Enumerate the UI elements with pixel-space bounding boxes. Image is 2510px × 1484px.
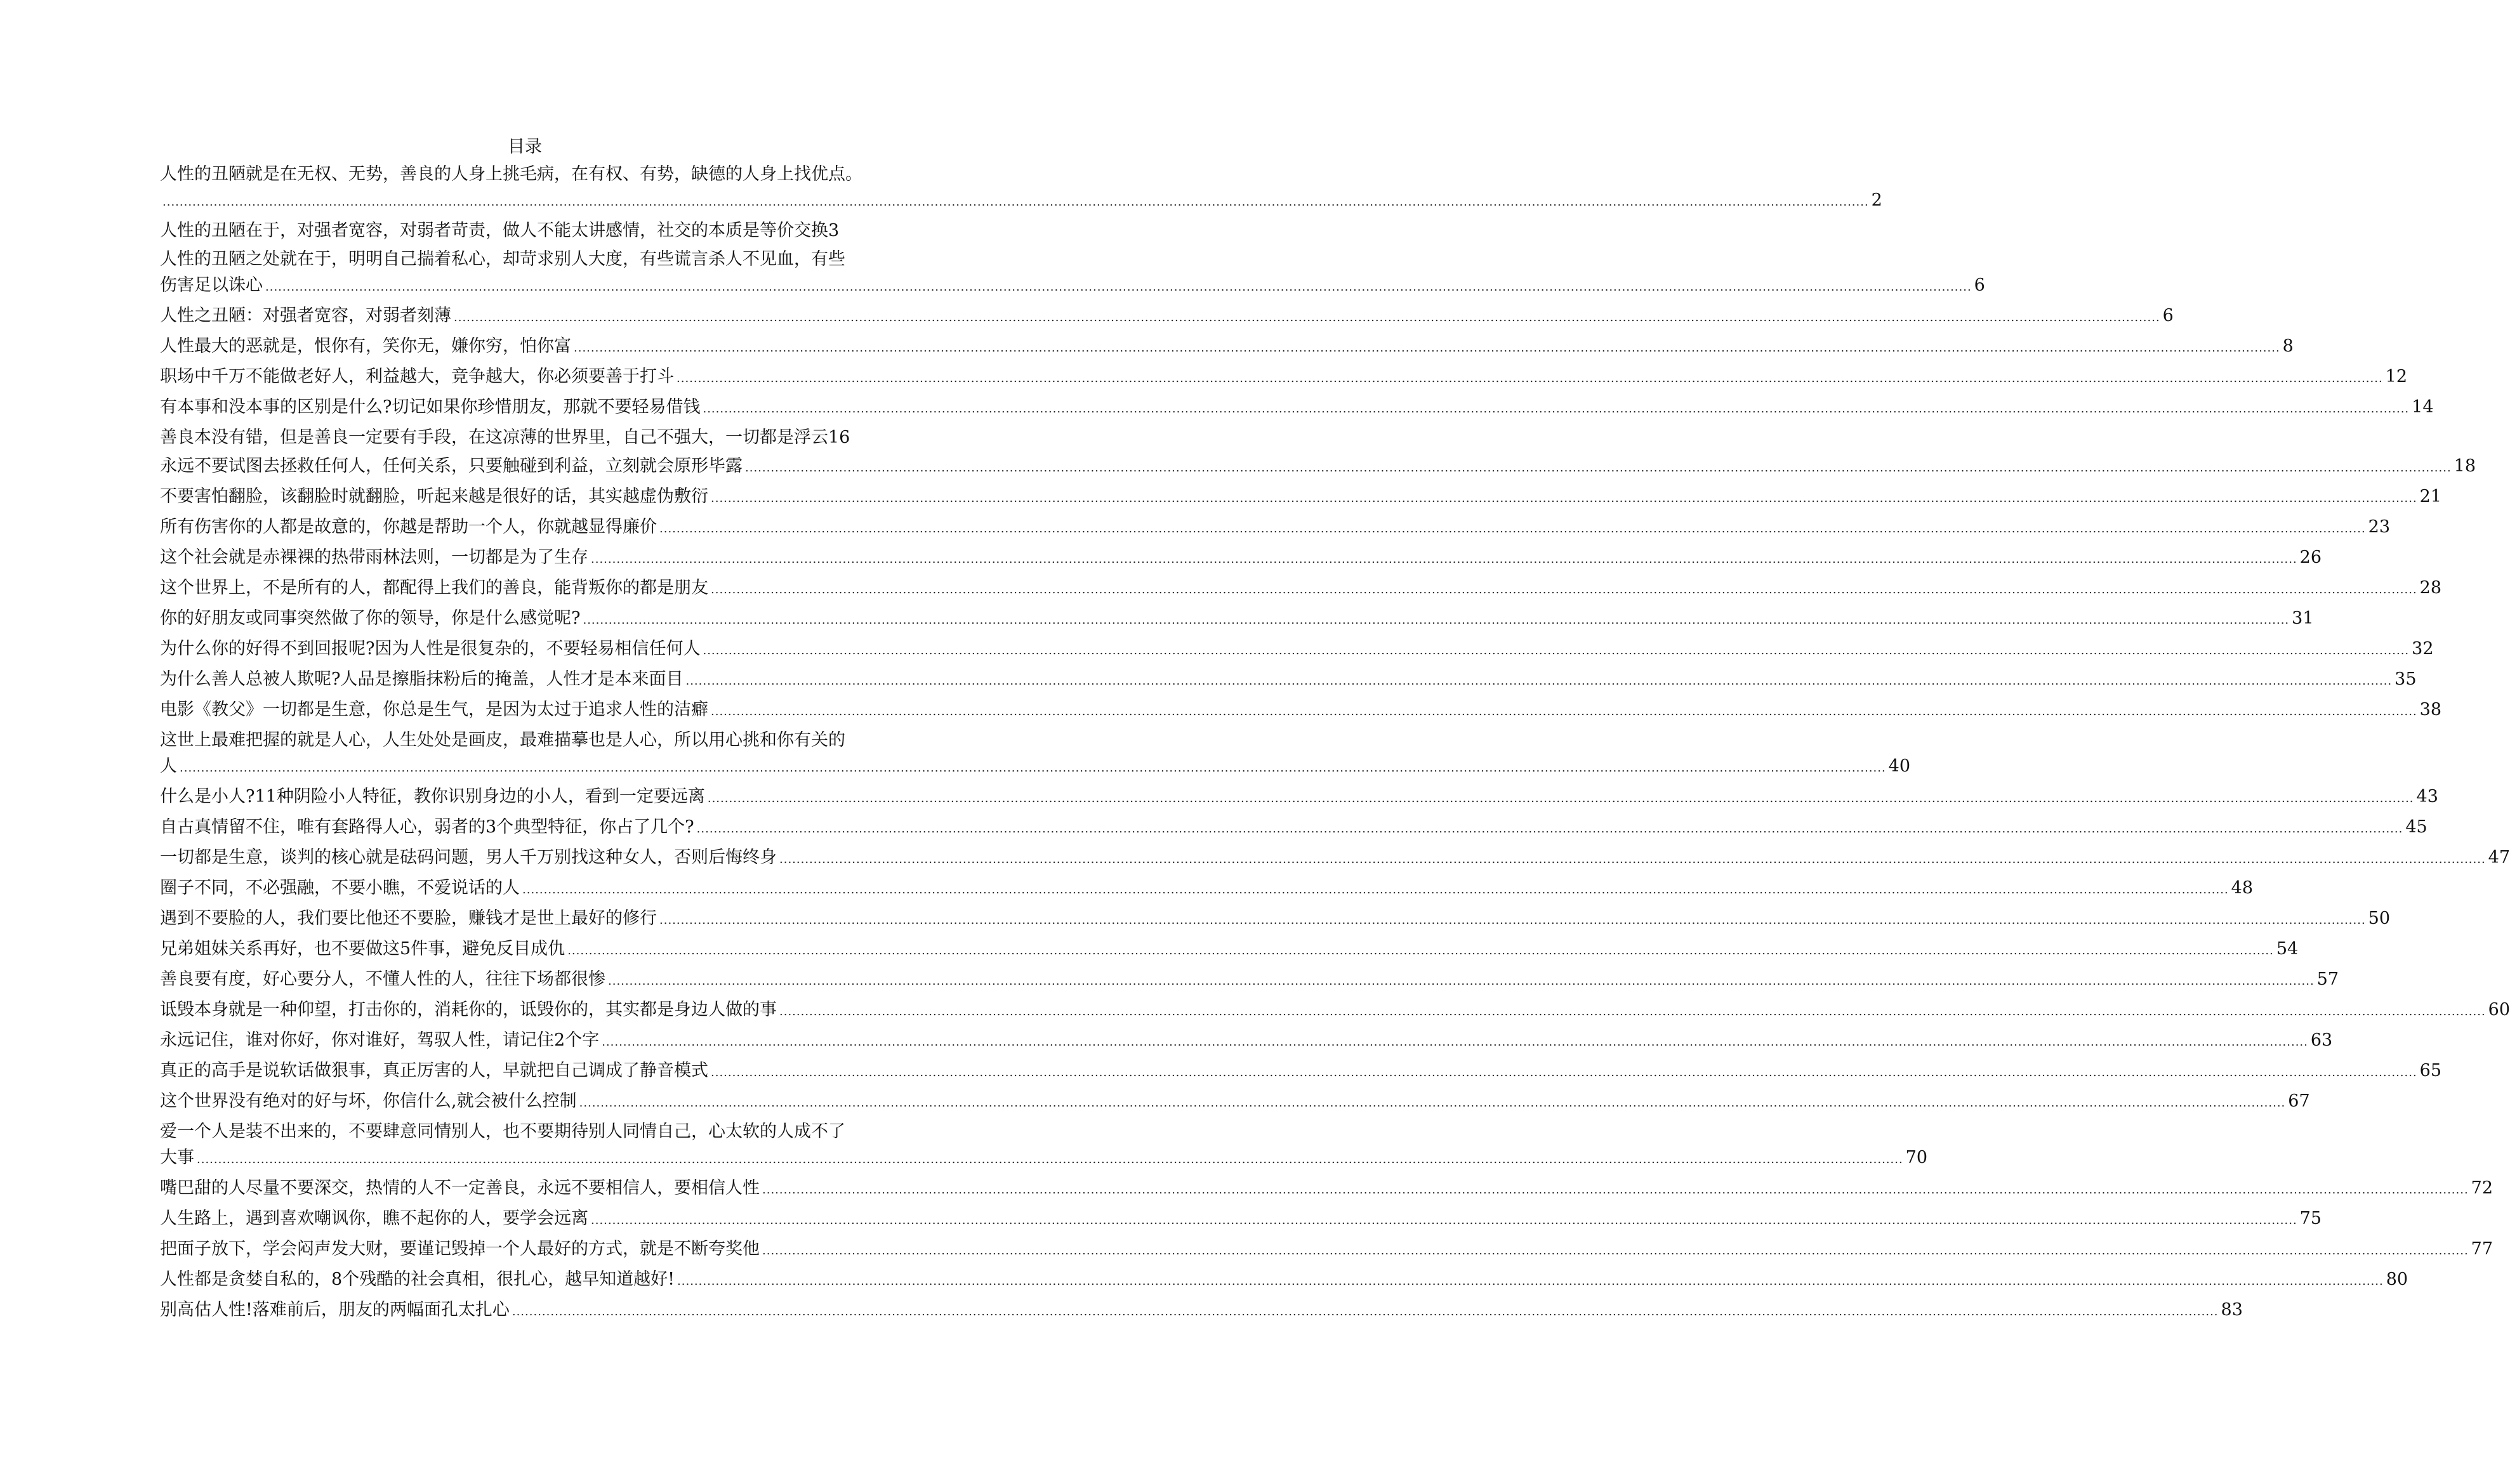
dot-leader: ................................................................................................................................................................................................................................................................................................................................................................................................................ — [591, 1214, 2297, 1227]
toc-entry-title: 所有伤害你的人都是故意的，你越是帮助一个人，你就越显得廉价 — [160, 517, 657, 537]
dot-leader: ................................................................................................................................................................................................................................................................................................................................................................................................................ — [711, 705, 2417, 718]
toc-entry-title: 诋毁本身就是一种仰望，打击你的，消耗你的，诋毁你的，其实都是身边人做的事 — [160, 1000, 777, 1020]
toc-page-number: 38 — [2419, 700, 2442, 719]
toc-page-number: 21 — [2419, 487, 2442, 506]
toc-entry-title: 人性的丑陋就是在无权、无势，善良的人身上挑毛病，在有权、有势，缺德的人身上找优点。 — [160, 164, 862, 184]
dot-leader: ................................................................................................................................................................................................................................................................................................................................................................................................................ — [579, 1096, 2286, 1110]
toc-entry[interactable] — [160, 394, 2434, 422]
toc-entry-title: 遇到不要脸的人，我们要比他还不要脸，赚钱才是世上最好的修行 — [160, 909, 657, 928]
toc-page-number: 6 — [2162, 306, 2174, 325]
toc-entry-title: 兄弟姐妹关系再好，也不要做这5件事，避免反目成仇 — [160, 939, 565, 959]
dot-leader: ................................................................................................................................................................................................................................................................................................................................................................................................................ — [762, 1244, 2469, 1257]
toc-page-number: 45 — [2405, 817, 2427, 837]
toc-entry[interactable] — [160, 218, 890, 244]
dot-leader: ................................................................................................................................................................................................................................................................................................................................................................................................................ — [567, 944, 2274, 957]
toc-entry-title: 为什么你的好得不到回报呢?因为人性是很复杂的，不要轻易相信任何人 — [160, 639, 701, 659]
toc-page-number: 14 — [2412, 397, 2434, 417]
dot-leader: ................................................................................................................................................................................................................................................................................................................................................................................................................ — [265, 280, 1972, 294]
toc-entry[interactable] — [160, 966, 2339, 994]
toc-entry-title: 电影《教父》一切都是生意，你总是生气，是因为太过于追求人性的洁癖 — [160, 700, 708, 719]
toc-entry-title: 这世上最难把握的就是人心，人生处处是画皮，最难描摹也是人心，所以用心挑和你有关的 — [160, 730, 845, 750]
toc-page-number: 18 — [2454, 456, 2476, 476]
toc-entry[interactable] — [160, 727, 1911, 781]
toc-entry[interactable] — [160, 814, 2427, 842]
toc-entry[interactable] — [160, 905, 2391, 933]
toc-entry[interactable] — [160, 1297, 2243, 1325]
dot-leader: ................................................................................................................................................................................................................................................................................................................................................................................................................ — [711, 583, 2417, 596]
toc-entry[interactable] — [160, 1175, 2493, 1203]
toc-entry-title: 人性之丑陋：对强者宽容，对弱者刻薄 — [160, 306, 451, 325]
toc-page-number: 80 — [2386, 1270, 2408, 1289]
dot-leader: ................................................................................................................................................................................................................................................................................................................................................................................................................ — [762, 1183, 2469, 1197]
dot-leader: ................................................................................................................................................................................................................................................................................................................................................................................................................ — [512, 1305, 2219, 1318]
toc-page-number: 54 — [2276, 939, 2299, 959]
toc-entry[interactable] — [160, 1058, 2442, 1086]
toc-entry-title: 人 — [160, 756, 177, 776]
toc-entry-title: 一切都是生意，谈判的核心就是砝码问题，男人千万别找这种女人，否则后悔终身 — [160, 848, 777, 867]
dot-leader: ................................................................................................................................................................................................................................................................................................................................................................................................................ — [711, 1066, 2417, 1079]
toc-page-number: 16 — [828, 428, 850, 447]
toc-entry[interactable] — [160, 636, 2434, 664]
toc-entry[interactable] — [160, 333, 2294, 361]
toc-entry[interactable] — [160, 605, 2314, 633]
toc-page-number: 70 — [1905, 1148, 1928, 1167]
toc-entry[interactable] — [160, 424, 890, 450]
dot-leader: ................................................................................................................................................................................................................................................................................................................................................................................................................ — [745, 461, 2452, 475]
toc-entry-title: 自古真情留不住，唯有套路得人心，弱者的3个典型特征，你占了几个? — [160, 817, 694, 837]
dot-leader: ................................................................................................................................................................................................................................................................................................................................................................................................................ — [685, 674, 2393, 688]
toc-entry-title: 人性的丑陋在于，对强者宽容，对弱者苛责，做人不能太讲感情，社交的本质是等价交换 — [160, 221, 828, 240]
toc-page-number: 12 — [2385, 367, 2408, 386]
toc-entry-title: 人性都是贪婪自私的，8个残酷的社会真相，很扎心，越早知道越好! — [160, 1270, 675, 1289]
toc-page-number: 50 — [2368, 909, 2391, 928]
toc-entry-title: 人生路上，遇到喜欢嘲讽你，瞧不起你的人，要学会远离 — [160, 1209, 588, 1228]
toc-page-number: 60 — [2488, 1000, 2510, 1020]
toc-entry[interactable] — [160, 844, 2510, 872]
dot-leader: ................................................................................................................................................................................................................................................................................................................................................................................................................ — [602, 1035, 2308, 1049]
dot-leader: ................................................................................................................................................................................................................................................................................................................................................................................................................ — [180, 761, 1886, 775]
toc-entry-title: 善良本没有错，但是善良一定要有手段，在这凉薄的世界里，自己不强大，一切都是浮云 — [160, 428, 828, 447]
toc-entry-title: 爱一个人是装不出来的，不要肆意同情别人，也不要期待别人同情自己，心太软的人成不了 — [160, 1122, 845, 1141]
toc-page-number: 32 — [2412, 639, 2434, 659]
dot-leader: ................................................................................................................................................................................................................................................................................................................................................................................................................ — [703, 402, 2410, 416]
toc-entry[interactable] — [160, 997, 2510, 1025]
dot-leader: ................................................................................................................................................................................................................................................................................................................................................................................................................ — [711, 492, 2417, 505]
toc-page-number: 57 — [2316, 969, 2339, 989]
toc-entry-title: 别高估人性!落难前后，朋友的两幅面孔太扎心 — [160, 1300, 510, 1320]
toc-page-number: 65 — [2419, 1061, 2442, 1080]
toc-page-number: 31 — [2292, 608, 2314, 628]
dot-leader: ................................................................................................................................................................................................................................................................................................................................................................................................................ — [703, 644, 2410, 657]
toc-page — [160, 135, 2510, 1327]
dot-leader: ................................................................................................................................................................................................................................................................................................................................................................................................................ — [197, 1153, 1903, 1166]
toc-entry[interactable] — [160, 1205, 2322, 1233]
toc-page-number: 40 — [1888, 756, 1911, 776]
toc-page-number: 47 — [2488, 848, 2510, 867]
toc-page-number: 75 — [2299, 1209, 2322, 1228]
toc-entry-title: 职场中千万不能做老好人，利益越大，竞争越大，你必须要善于打斗 — [160, 367, 674, 386]
toc-entry-title: 圈子不同，不必强融，不要小瞧，不爱说话的人 — [160, 878, 520, 898]
dot-leader: ................................................................................................................................................................................................................................................................................................................................................................................................................ — [608, 975, 2315, 988]
toc-entry[interactable] — [160, 784, 2438, 811]
toc-entry-title: 人性最大的恶就是，恨你有，笑你无，嫌你穷，怕你富 — [160, 336, 571, 356]
toc-entry-title: 这个世界上，不是所有的人，都配得上我们的善良，能背叛你的都是朋友 — [160, 578, 708, 598]
toc-page-number: 43 — [2416, 787, 2438, 806]
toc-entry-title: 这个世界没有绝对的好与坏，你信什么,就会被什么控制 — [160, 1091, 577, 1111]
toc-page-number: 23 — [2368, 517, 2391, 537]
toc-entry-title: 为什么善人总被人欺呢?人品是擦脂抹粉后的掩盖，人性才是本来面目 — [160, 669, 684, 689]
toc-page-number: 3 — [828, 221, 840, 240]
dot-leader: ................................................................................................................................................................................................................................................................................................................................................................................................................ — [659, 914, 2366, 927]
toc-page-number: 48 — [2231, 878, 2254, 898]
dot-leader: ................................................................................................................................................................................................................................................................................................................................................................................................................ — [583, 614, 2290, 627]
toc-entry-title: 什么是小人?11种阴险小人特征，教你识别身边的小人，看到一定要远离 — [160, 787, 705, 806]
toc-page-number: 63 — [2310, 1030, 2333, 1050]
toc-entry[interactable] — [160, 303, 2174, 331]
toc-page-number: 72 — [2471, 1178, 2493, 1198]
dot-leader: ................................................................................................................................................................................................................................................................................................................................................................................................................ — [696, 822, 2403, 836]
toc-entry[interactable] — [160, 453, 2476, 481]
dot-leader: ................................................................................................................................................................................................................................................................................................................................................................................................................ — [454, 311, 2160, 324]
dot-leader: ................................................................................................................................................................................................................................................................................................................................................................................................................ — [574, 341, 2280, 355]
toc-entry[interactable] — [160, 246, 1985, 300]
toc-entry[interactable] — [160, 161, 1882, 215]
dot-leader: ................................................................................................................................................................................................................................................................................................................................................................................................................ — [522, 883, 2229, 896]
toc-entry-title: 大事 — [160, 1148, 194, 1167]
toc-entry[interactable] — [160, 1266, 2408, 1294]
toc-entry-title: 人性的丑陋之处就在于，明明自己揣着私心，却苛求别人大度，有些谎言杀人不见血，有些 — [160, 249, 845, 269]
toc-entry[interactable] — [160, 697, 2442, 725]
toc-entry-title: 真正的高手是说软话做狠事，真正厉害的人，早就把自己调成了静音模式 — [160, 1061, 708, 1080]
toc-page-number: 83 — [2221, 1300, 2243, 1320]
dot-leader: ................................................................................................................................................................................................................................................................................................................................................................................................................ — [779, 853, 2486, 866]
toc-entry[interactable] — [160, 936, 2299, 964]
toc-entry[interactable] — [160, 364, 2408, 391]
toc-entry-title: 不要害怕翻脸，该翻脸时就翻脸，听起来越是很好的话，其实越虚伪敷衍 — [160, 487, 708, 506]
toc-entry-title: 善良要有度，好心要分人，不懂人性的人，往往下场都很惨 — [160, 969, 605, 989]
dot-leader: ................................................................................................................................................................................................................................................................................................................................................................................................................ — [162, 195, 1869, 209]
toc-page-number: 26 — [2299, 548, 2322, 567]
toc-list — [160, 161, 2510, 1325]
toc-entry[interactable] — [160, 544, 2322, 572]
toc-entry[interactable] — [160, 875, 2254, 903]
toc-entry-title: 你的好朋友或同事突然做了你的领导，你是什么感觉呢? — [160, 608, 581, 628]
toc-entry[interactable] — [160, 1027, 2333, 1055]
dot-leader: ................................................................................................................................................................................................................................................................................................................................................................................................................ — [677, 1275, 2384, 1288]
toc-entry-title: 这个社会就是赤裸裸的热带雨林法则，一切都是为了生存 — [160, 548, 588, 567]
dot-leader: ................................................................................................................................................................................................................................................................................................................................................................................................................ — [659, 522, 2366, 535]
toc-entry[interactable] — [160, 1236, 2493, 1264]
toc-entry[interactable] — [160, 1088, 2310, 1116]
toc-entry-title: 永远不要试图去拯救任何人，任何关系，只要触碰到利益，立刻就会原形毕露 — [160, 456, 743, 476]
toc-title: 目录 — [508, 137, 542, 157]
toc-entry-title: 有本事和没本事的区别是什么?切记如果你珍惜朋友，那就不要轻易借钱 — [160, 397, 701, 417]
toc-page-number: 77 — [2471, 1239, 2493, 1259]
toc-page-number: 28 — [2419, 578, 2442, 598]
toc-entry-title: 把面子放下，学会闷声发大财，要谨记毁掉一个人最好的方式，就是不断夸奖他 — [160, 1239, 760, 1259]
toc-entry[interactable] — [160, 575, 2442, 603]
dot-leader: ................................................................................................................................................................................................................................................................................................................................................................................................................ — [779, 1005, 2486, 1018]
toc-entry-title: 伤害足以诛心 — [160, 275, 263, 295]
toc-page-number: 67 — [2288, 1091, 2310, 1111]
dot-leader: ................................................................................................................................................................................................................................................................................................................................................................................................................ — [591, 553, 2297, 566]
toc-entry-title: 永远记住，谁对你好，你对谁好，驾驭人性，请记住2个字 — [160, 1030, 600, 1050]
toc-entry[interactable] — [160, 1119, 1928, 1172]
toc-entry[interactable] — [160, 483, 2442, 511]
toc-page-number: 2 — [1871, 190, 1882, 210]
toc-entry[interactable] — [160, 514, 2391, 542]
dot-leader: ................................................................................................................................................................................................................................................................................................................................................................................................................ — [707, 792, 2414, 805]
toc-entry-title: 嘴巴甜的人尽量不要深交，热情的人不一定善良，永远不要相信人，要相信人性 — [160, 1178, 760, 1198]
toc-page-number: 35 — [2394, 669, 2417, 689]
toc-entry[interactable] — [160, 666, 2417, 694]
toc-page-number: 6 — [1974, 275, 1985, 295]
dot-leader: ................................................................................................................................................................................................................................................................................................................................................................................................................ — [677, 372, 2383, 385]
toc-page-number: 8 — [2282, 336, 2294, 356]
